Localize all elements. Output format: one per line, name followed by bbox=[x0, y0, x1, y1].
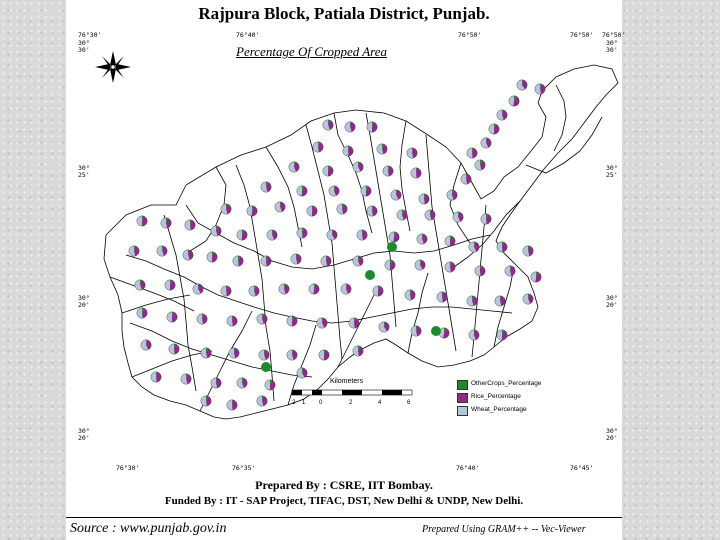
crop-pie bbox=[291, 254, 301, 264]
crop-pie bbox=[445, 262, 455, 272]
coord-top-1: 76°30' bbox=[78, 31, 102, 39]
crop-pie bbox=[437, 292, 447, 302]
crop-pie bbox=[151, 372, 161, 382]
coord-bottom-4: 76°45' bbox=[570, 464, 594, 472]
crop-pie bbox=[379, 322, 389, 332]
crop-pie bbox=[357, 230, 367, 240]
crop-pie bbox=[411, 168, 421, 178]
scale-bar bbox=[290, 388, 414, 398]
pie-slice bbox=[190, 220, 195, 230]
legend-label-rice: Rice_Percentage bbox=[471, 393, 521, 400]
scale-tick: 1 bbox=[302, 400, 306, 406]
crop-pie bbox=[385, 260, 395, 270]
crop-pie bbox=[275, 202, 285, 212]
crop-pie bbox=[469, 330, 479, 340]
crop-pie bbox=[161, 218, 171, 228]
other-crops-marker bbox=[431, 326, 441, 336]
crop-pie bbox=[445, 236, 455, 246]
pie-slice bbox=[151, 372, 157, 382]
crop-pie bbox=[167, 312, 177, 322]
crop-pie bbox=[447, 190, 457, 200]
pie-slice bbox=[475, 266, 481, 276]
crop-pie bbox=[397, 210, 407, 220]
crop-pie bbox=[425, 210, 435, 220]
pie-slice bbox=[419, 194, 425, 204]
crop-pie bbox=[297, 368, 307, 378]
crop-pie bbox=[523, 246, 533, 256]
crop-pie bbox=[297, 228, 307, 238]
crop-pie bbox=[405, 290, 415, 300]
scale-bar-title: Kilometers bbox=[330, 378, 364, 385]
coord-top-3: 76°50' bbox=[458, 31, 482, 39]
crop-pie bbox=[467, 148, 477, 158]
legend-swatch-wheat bbox=[457, 406, 468, 416]
crop-pie bbox=[135, 280, 145, 290]
crop-pie bbox=[523, 294, 533, 304]
pie-slice bbox=[323, 166, 328, 176]
pie-slice bbox=[319, 350, 324, 360]
crop-pie bbox=[247, 206, 257, 216]
crop-pie bbox=[259, 350, 269, 360]
crop-pie bbox=[327, 230, 337, 240]
pie-slice bbox=[445, 262, 451, 272]
crop-pie bbox=[229, 348, 239, 358]
pie-slice bbox=[309, 284, 314, 294]
crop-pie bbox=[169, 344, 179, 354]
pie-slice bbox=[509, 96, 514, 106]
pie-slice bbox=[437, 292, 443, 302]
crop-pie bbox=[467, 296, 477, 306]
software-credit: Prepared Using GRAM++ -- Vec-Viewer bbox=[422, 524, 586, 535]
block-map bbox=[66, 55, 622, 465]
crop-pie bbox=[313, 142, 323, 152]
crop-pie bbox=[391, 190, 401, 200]
crop-pie bbox=[475, 266, 485, 276]
legend-label-other: OtherCrops_Percentage bbox=[471, 380, 542, 387]
crop-pie bbox=[279, 284, 289, 294]
crop-pie bbox=[227, 316, 237, 326]
crop-pie bbox=[495, 296, 505, 306]
crop-pie bbox=[197, 314, 207, 324]
crop-pie bbox=[367, 206, 377, 216]
crop-pie bbox=[415, 260, 425, 270]
coord-right-0: 30° 30' bbox=[606, 39, 618, 54]
crop-pie bbox=[265, 380, 275, 390]
pie-slice bbox=[137, 308, 143, 318]
coord-left-2: 30° 20' bbox=[78, 294, 90, 309]
crop-pie bbox=[307, 206, 317, 216]
crop-pie bbox=[261, 256, 271, 266]
pie-slice bbox=[481, 214, 487, 224]
pie-slice bbox=[297, 228, 303, 238]
crop-pie bbox=[345, 122, 355, 132]
pie-slice bbox=[165, 280, 170, 290]
pie-slice bbox=[297, 186, 302, 196]
coord-right-2: 30° 20' bbox=[606, 294, 618, 309]
pie-slice bbox=[480, 266, 485, 276]
scale-tick: 6 bbox=[407, 400, 411, 406]
pie-slice bbox=[185, 220, 191, 230]
pie-slice bbox=[237, 230, 242, 240]
crop-pie bbox=[257, 314, 267, 324]
pie-slice bbox=[227, 400, 233, 410]
crop-pie bbox=[373, 286, 383, 296]
pie-slice bbox=[373, 286, 378, 296]
crop-pie bbox=[257, 396, 267, 406]
coord-left-3: 30° 20' bbox=[78, 427, 90, 442]
crop-pie bbox=[497, 330, 507, 340]
crop-pie bbox=[289, 162, 299, 172]
crop-pie bbox=[509, 96, 519, 106]
pie-slice bbox=[313, 142, 319, 152]
crop-pie bbox=[323, 166, 333, 176]
pie-slice bbox=[349, 318, 355, 328]
scale-tick: 2 bbox=[292, 400, 296, 406]
pie-slice bbox=[232, 400, 237, 410]
scale-tick: 0 bbox=[319, 400, 323, 406]
crop-pie bbox=[221, 286, 231, 296]
crop-pie bbox=[517, 80, 527, 90]
pie-slice bbox=[497, 330, 502, 340]
funded-by-credit: Funded By : IT - SAP Project, TIFAC, DST, New Delhi & UNDP, New Delhi. bbox=[164, 495, 524, 507]
coord-top-right-corner: 76°50' bbox=[602, 31, 626, 39]
coord-left-1: 30° 25' bbox=[78, 164, 90, 179]
pie-slice bbox=[169, 344, 175, 354]
crop-pie bbox=[129, 246, 139, 256]
pie-slice bbox=[467, 148, 473, 158]
pie-slice bbox=[326, 256, 331, 266]
pie-slice bbox=[412, 148, 417, 158]
crop-pie bbox=[297, 186, 307, 196]
coord-bottom-3: 76°40' bbox=[456, 464, 480, 472]
coord-left-corner: 30° 30' bbox=[78, 39, 90, 54]
legend-swatch-other bbox=[457, 380, 468, 390]
pie-slice bbox=[411, 168, 417, 178]
crop-pie bbox=[141, 340, 151, 350]
crop-pie bbox=[349, 318, 359, 328]
crop-pie bbox=[201, 396, 211, 406]
crop-pie bbox=[207, 252, 217, 262]
crop-pie bbox=[287, 350, 297, 360]
crop-pie bbox=[497, 242, 507, 252]
crop-pie bbox=[343, 146, 353, 156]
crop-pie bbox=[383, 166, 393, 176]
crop-pie bbox=[211, 226, 221, 236]
pie-slice bbox=[361, 186, 366, 196]
coord-right-1: 30° 25' bbox=[606, 164, 618, 179]
crop-pie bbox=[535, 84, 545, 94]
crop-pie bbox=[261, 182, 271, 192]
crop-pie bbox=[237, 378, 247, 388]
crop-pie bbox=[497, 110, 507, 120]
pie-slice bbox=[287, 316, 292, 326]
crop-pie bbox=[453, 212, 463, 222]
map-sheet bbox=[66, 0, 626, 540]
crop-pie bbox=[309, 284, 319, 294]
crop-pie bbox=[389, 232, 399, 242]
pie-slice bbox=[343, 146, 349, 156]
crop-pie bbox=[531, 272, 541, 282]
crop-pie bbox=[211, 378, 221, 388]
crop-pie bbox=[337, 204, 347, 214]
coord-top-2: 76°40' bbox=[236, 31, 260, 39]
crop-pie bbox=[353, 162, 363, 172]
prepared-by-credit: Prepared By : CSRE, IIT Bombay. bbox=[255, 478, 433, 492]
crop-pie bbox=[157, 246, 167, 256]
crop-pie bbox=[329, 186, 339, 196]
crop-pie bbox=[505, 266, 515, 276]
legend-swatch-rice bbox=[457, 393, 468, 403]
coord-top-4: 76°50' bbox=[570, 31, 594, 39]
crop-pie bbox=[227, 400, 237, 410]
other-crops-marker bbox=[387, 242, 397, 252]
pie-slice bbox=[416, 168, 421, 178]
crop-pie bbox=[221, 204, 231, 214]
crop-pie bbox=[353, 256, 363, 266]
pie-slice bbox=[233, 256, 239, 266]
other-crops-marker bbox=[365, 270, 375, 280]
crop-pie bbox=[287, 316, 297, 326]
crop-pie bbox=[419, 194, 429, 204]
crop-pie bbox=[321, 256, 331, 266]
crop-pie bbox=[367, 122, 377, 132]
crop-pie bbox=[353, 346, 363, 356]
crop-pie bbox=[249, 286, 259, 296]
pie-slice bbox=[216, 378, 221, 388]
scale-tick: 4 bbox=[378, 400, 382, 406]
pie-slice bbox=[232, 316, 237, 326]
crop-pie bbox=[185, 220, 195, 230]
crop-pie bbox=[201, 348, 211, 358]
crop-pie bbox=[233, 256, 243, 266]
pie-slice bbox=[389, 232, 394, 242]
crop-pie bbox=[137, 308, 147, 318]
pie-slice bbox=[489, 124, 494, 134]
crop-pie bbox=[183, 250, 193, 260]
pie-slice bbox=[307, 206, 312, 216]
crop-pie bbox=[475, 160, 485, 170]
pie-slice bbox=[167, 312, 172, 322]
crop-pie bbox=[461, 174, 471, 184]
pie-slice bbox=[367, 206, 373, 216]
crop-pie bbox=[319, 350, 329, 360]
crop-pie bbox=[407, 148, 417, 158]
crop-pie bbox=[361, 186, 371, 196]
legend-label-wheat: Wheat_Percentage bbox=[471, 406, 527, 413]
pie-slice bbox=[265, 380, 270, 390]
crop-pie bbox=[323, 120, 333, 130]
crop-pie bbox=[481, 138, 491, 148]
pie-slice bbox=[531, 272, 536, 282]
crop-pie bbox=[469, 242, 479, 252]
crop-pie bbox=[481, 214, 491, 224]
pie-slice bbox=[221, 286, 227, 296]
source-credit: Source : www.punjab.gov.in bbox=[70, 521, 227, 536]
scale-tick: 2 bbox=[349, 400, 353, 406]
crop-pie bbox=[237, 230, 247, 240]
crop-pie bbox=[489, 124, 499, 134]
map-title: Rajpura Block, Patiala District, Punjab. bbox=[198, 4, 490, 23]
other-crops-marker bbox=[261, 362, 271, 372]
pie-slice bbox=[261, 256, 267, 266]
crop-pie bbox=[137, 216, 147, 226]
crop-pie bbox=[181, 374, 191, 384]
footer-divider bbox=[66, 517, 622, 518]
pie-slice bbox=[247, 206, 252, 216]
crop-pie bbox=[377, 144, 387, 154]
pie-slice bbox=[445, 236, 450, 246]
crop-pie bbox=[411, 326, 421, 336]
crop-pie bbox=[165, 280, 175, 290]
pie-slice bbox=[227, 316, 233, 326]
pie-slice bbox=[385, 260, 390, 270]
pie-slice bbox=[201, 396, 207, 406]
coord-right-3: 30° 20' bbox=[606, 427, 618, 442]
crop-pie bbox=[341, 284, 351, 294]
pie-slice bbox=[137, 216, 142, 226]
crop-pie bbox=[417, 234, 427, 244]
pie-slice bbox=[383, 166, 389, 176]
crop-pie bbox=[267, 230, 277, 240]
map-subtitle: Percentage Of Cropped Area bbox=[236, 44, 388, 59]
crop-pie bbox=[193, 284, 203, 294]
crop-pie bbox=[317, 318, 327, 328]
coord-bottom-1: 76°30' bbox=[116, 464, 140, 472]
pie-slice bbox=[207, 252, 212, 262]
coord-bottom-2: 76°35' bbox=[232, 464, 256, 472]
